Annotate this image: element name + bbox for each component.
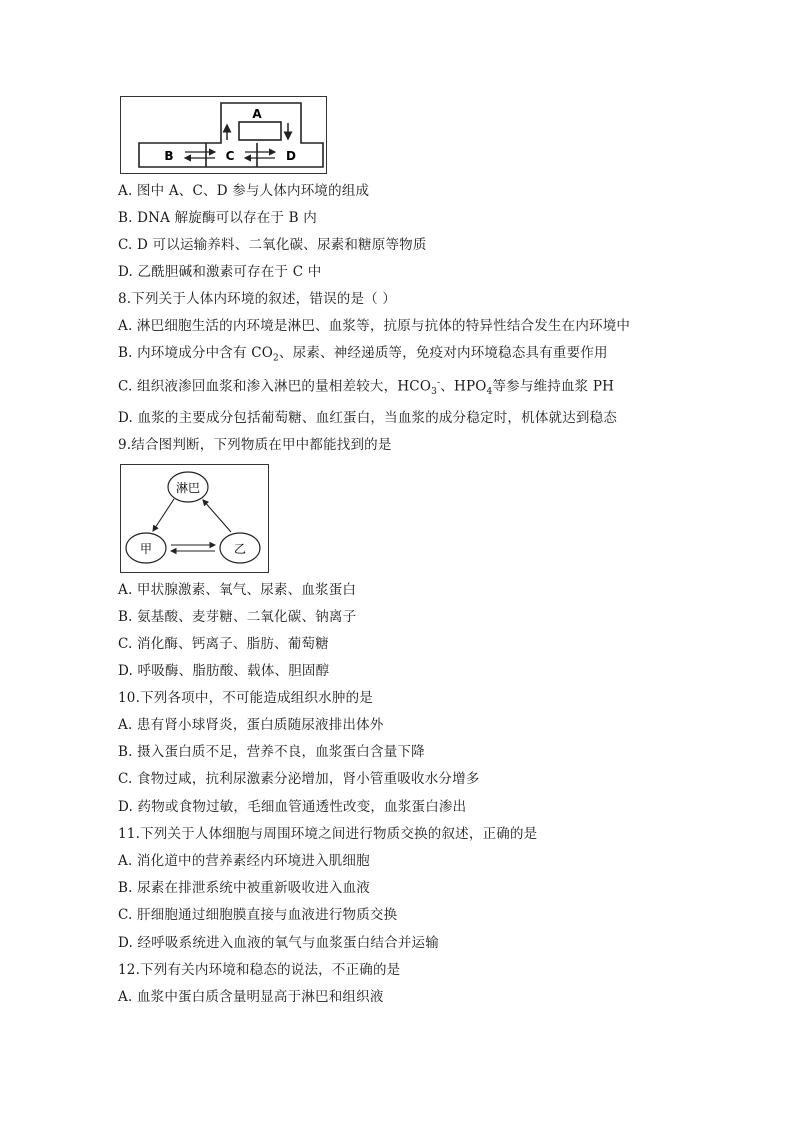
label-d: D [286,149,296,163]
q12-option-a: A. 血浆中蛋白质含量明显高于淋巴和组织液 [118,989,384,1005]
q8-stem: 8.下列关于人体内环境的叙述，错误的是（ ） [118,291,397,307]
q7-option-b: B. DNA 解旋酶可以存在于 B 内 [118,210,317,226]
arrow-yi-to-lymph [203,500,231,532]
q9-option-a: A. 甲状腺激素、氧气、尿素、血浆蛋白 [118,582,357,598]
q10-option-b: B. 摄入蛋白质不足，营养不良，血浆蛋白含量下降 [118,744,425,760]
arrow-lymph-to-jia [153,499,174,531]
q11-option-c: C. 肝细胞通过细胞膜直接与血液进行物质交换 [118,907,398,923]
q9-option-c: C. 消化酶、钙离子、脂肪、葡萄糖 [118,636,329,652]
q10-option-c: C. 食物过咸，抗利尿激素分泌增加，肾小管重吸收水分增多 [118,771,480,787]
q7-option-d: D. 乙酰胆碱和激素可存在于 C 中 [118,264,322,280]
q8-option-b: B. 内环境成分中含有 $CO_2$、尿素、神经递质等，免疫对内环境稳态具有重要作用 [118,345,608,364]
node-lymph-label: 淋巴 [175,481,201,495]
figure-lymph-cycle-diagram [120,464,269,573]
q8-option-c: C. 组织液渗回血浆和渗入淋巴的量相差较大，$HCO_3^-$、$HPO_4$等参与维持血浆 PH [118,378,615,398]
q9-option-d: D. 呼吸酶、脂肪酸、载体、胆固醇 [118,663,330,679]
q8-option-d: D. 血浆的主要成分包括葡萄糖、血红蛋白，当血浆的成分稳定时，机体就达到稳态 [118,410,618,426]
label-a: A [252,107,262,121]
figure-body-fluid-diagram [120,96,327,174]
q8-option-a: A. 淋巴细胞生活的内环境是淋巴、血浆等，抗原与抗体的特异性结合发生在内环境中 [118,318,631,334]
q9-option-b: B. 氨基酸、麦芽糖、二氧化碳、钠离子 [118,609,357,625]
q10-stem: 10.下列各项中，不可能造成组织水肿的是 [118,690,373,706]
label-b: B [164,149,174,163]
q12-stem: 12.下列有关内环境和稳态的说法，不正确的是 [118,962,401,978]
q10-option-d: D. 药物或食物过敏，毛细血管通透性改变，血浆蛋白渗出 [118,799,467,815]
q10-option-a: A. 患有肾小球肾炎，蛋白质随尿液排出体外 [118,717,384,733]
q9-stem: 9.结合图判断，下列物质在甲中都能找到的是 [118,437,392,453]
q11-option-d: D. 经呼吸系统进入血液的氧气与血浆蛋白结合并运输 [118,935,439,951]
inner-box [239,122,281,140]
q11-option-b: B. 尿素在排泄系统中被重新吸收进入血液 [118,880,371,896]
node-yi-label: 乙 [233,542,247,556]
label-c: C [225,149,235,163]
node-jia-label: 甲 [139,542,153,556]
q11-stem: 11.下列关于人体细胞与周围环境之间进行物质交换的叙述，正确的是 [118,826,538,842]
q7-option-c: C. D 可以运输养料、二氧化碳、尿素和糖原等物质 [118,237,427,253]
q7-option-a: A. 图中 A、C、D 参与人体内环境的组成 [118,183,370,199]
q11-option-a: A. 消化道中的营养素经内环境进入肌细胞 [118,853,370,869]
